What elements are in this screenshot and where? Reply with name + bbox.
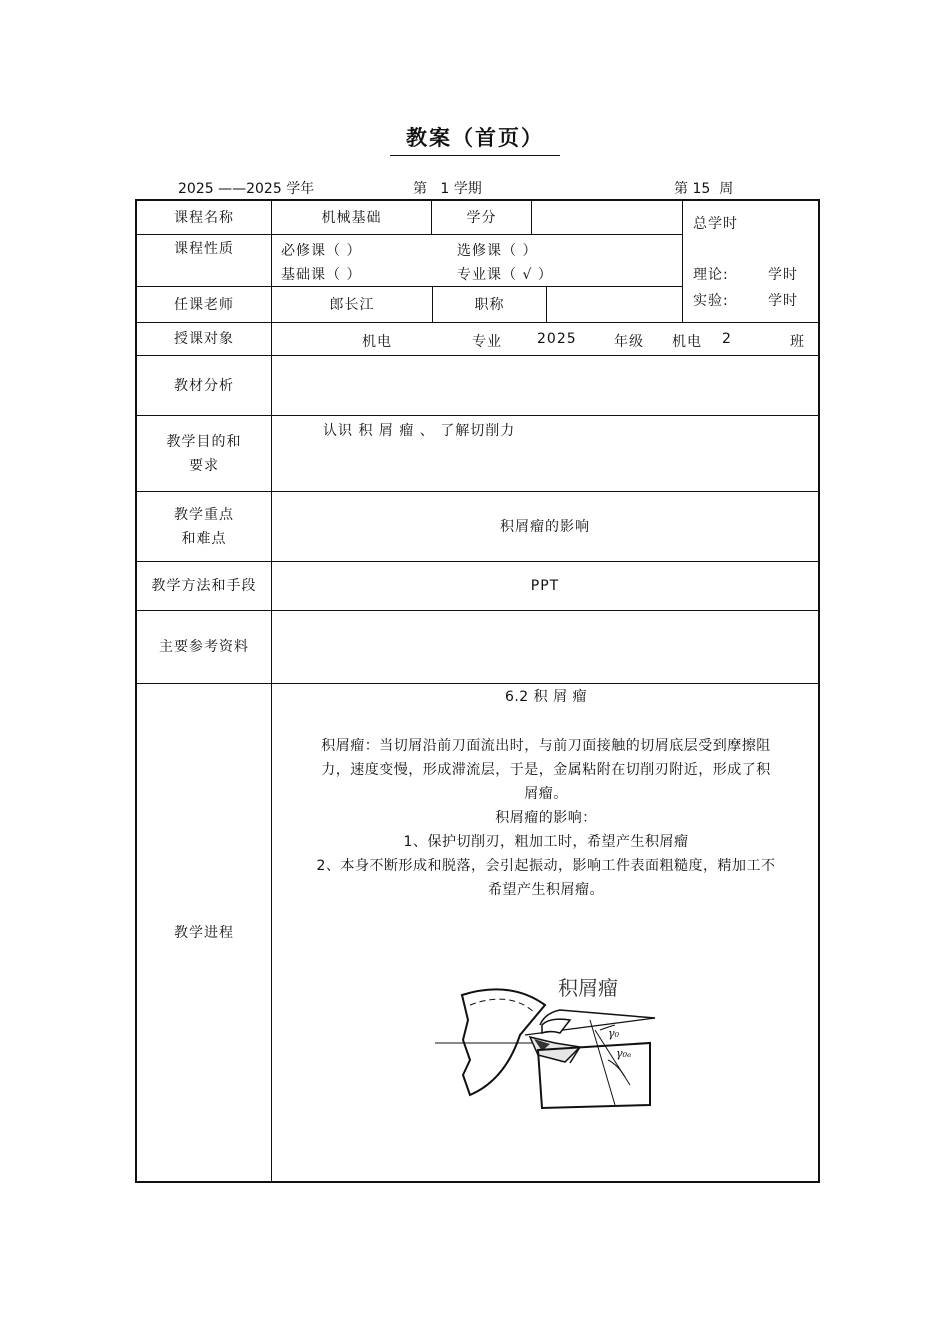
rake-angle-label: γ₀ — [608, 1027, 619, 1040]
analysis-value — [272, 356, 818, 415]
reference-value — [272, 611, 818, 683]
theory-hours-unit: 学时 — [768, 267, 798, 283]
required-course: 必修课（ ） — [281, 243, 362, 259]
rank-label: 职称 — [474, 296, 505, 313]
target-major: 机电 — [362, 334, 392, 350]
process-label: 教学进程 — [174, 924, 234, 941]
analysis-label: 教材分析 — [174, 377, 234, 394]
target-grade-label: 年级 — [614, 334, 644, 350]
teacher-name: 郎长江 — [329, 296, 375, 313]
course-nature-label: 课程性质 — [174, 241, 234, 257]
lab-hours-unit: 学时 — [768, 293, 798, 309]
goal-value: 认识 积 屑 瘤 、 了解切削力 — [323, 423, 516, 439]
definition-paragraph: 积屑瘤：当切屑沿前刀面流出时，与前刀面接触的切屑底层受到摩擦阻 力，速度变慢，形成滞流层，于是，金属粘附在切削刃附近，形成了积 屑瘤。 积屑瘤的影响： 1、保护切削刃，粗加工时，希望产生积屑瘤 2、本身不断形成和脱落，会引起振动，影响工件表面粗糙度，精加工不 希望产生积屑瘤。 — [316, 738, 776, 898]
target-class-num: 2 — [722, 331, 732, 347]
reference-label: 主要参考资料 — [159, 639, 249, 655]
page-title: 教案（首页） — [0, 122, 950, 156]
goal-label: 教学目的和 要求 — [166, 433, 242, 474]
week: 第 15 周 — [674, 181, 734, 197]
basic-course: 基础课（ ） — [281, 267, 362, 283]
key-points-value: 积屑瘤的影响 — [500, 518, 590, 535]
effective-rake-angle-label: γ₀ₑ — [616, 1047, 632, 1060]
theory-hours-label: 理论: — [693, 267, 729, 283]
key-points-label: 教学重点 和难点 — [174, 506, 234, 547]
academic-year: 2025 ——2025 学年 — [178, 181, 315, 197]
course-name: 机械基础 — [321, 209, 382, 226]
teacher-label: 任课老师 — [174, 296, 234, 313]
section-heading: 6.2 积 屑 瘤 — [504, 689, 588, 705]
target-class: 机电 — [672, 334, 702, 350]
target-major-label: 专业 — [472, 334, 502, 350]
built-up-edge-label: 积屑瘤 — [558, 976, 618, 1000]
total-hours-label: 总学时 — [693, 216, 738, 232]
method-label: 教学方法和手段 — [151, 578, 257, 594]
lab-hours-label: 实验: — [693, 293, 729, 309]
built-up-edge-diagram — [430, 965, 665, 1115]
method-value: PPT — [530, 578, 560, 594]
credit-label: 学分 — [466, 209, 497, 226]
semester: 第 1 学期 — [413, 181, 482, 197]
course-name-label: 课程名称 — [174, 209, 234, 226]
major-course: 专业课（ √ ） — [457, 267, 553, 283]
elective-course: 选修课（ ） — [457, 243, 538, 259]
rank-value — [547, 287, 682, 322]
target-grade: 2025 — [537, 331, 577, 347]
target-class-label: 班 — [790, 334, 805, 350]
target-label: 授课对象 — [174, 331, 234, 347]
credit-value — [532, 201, 682, 234]
